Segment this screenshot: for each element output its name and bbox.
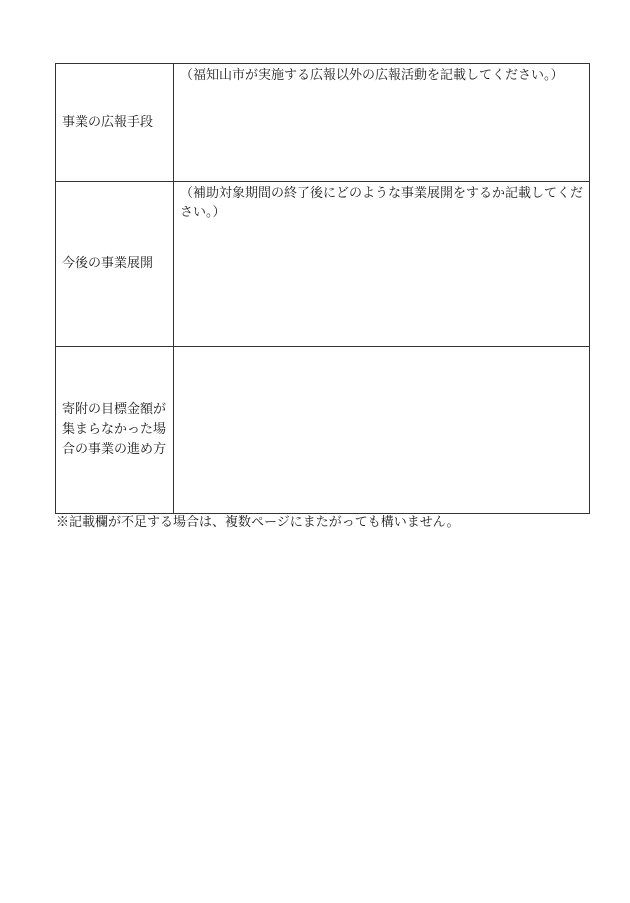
shortfall-plan-input-area[interactable] (174, 347, 590, 514)
table-row-shortfall-plan (56, 347, 590, 514)
application-form-table (55, 63, 590, 514)
row-instruction-text: （補助対象期間の終了後にどのような事業展開をするか記載してください。） (180, 186, 584, 220)
row-label: 今後の事業展開 (62, 256, 154, 271)
future-plan-input-area[interactable] (174, 182, 590, 347)
publicity-input-area[interactable] (174, 64, 590, 182)
row-label: 事業の広報手段 (62, 114, 154, 130)
row-label-cell (56, 347, 174, 514)
row-label-cell (56, 182, 174, 347)
footer-note: ※記載欄が不足する場合は、複数ページにまたがっても構いません。 (56, 515, 460, 530)
row-label-cell (56, 64, 174, 182)
table-row-publicity (56, 64, 590, 182)
table-row-future-plan (56, 182, 590, 347)
row-label: 寄附の目標金額が集まらなかった場合の事業の進め方 (62, 402, 167, 457)
row-instruction-text: （福知山市が実施する広報以外の広報活動を記載してください。） (180, 68, 564, 83)
